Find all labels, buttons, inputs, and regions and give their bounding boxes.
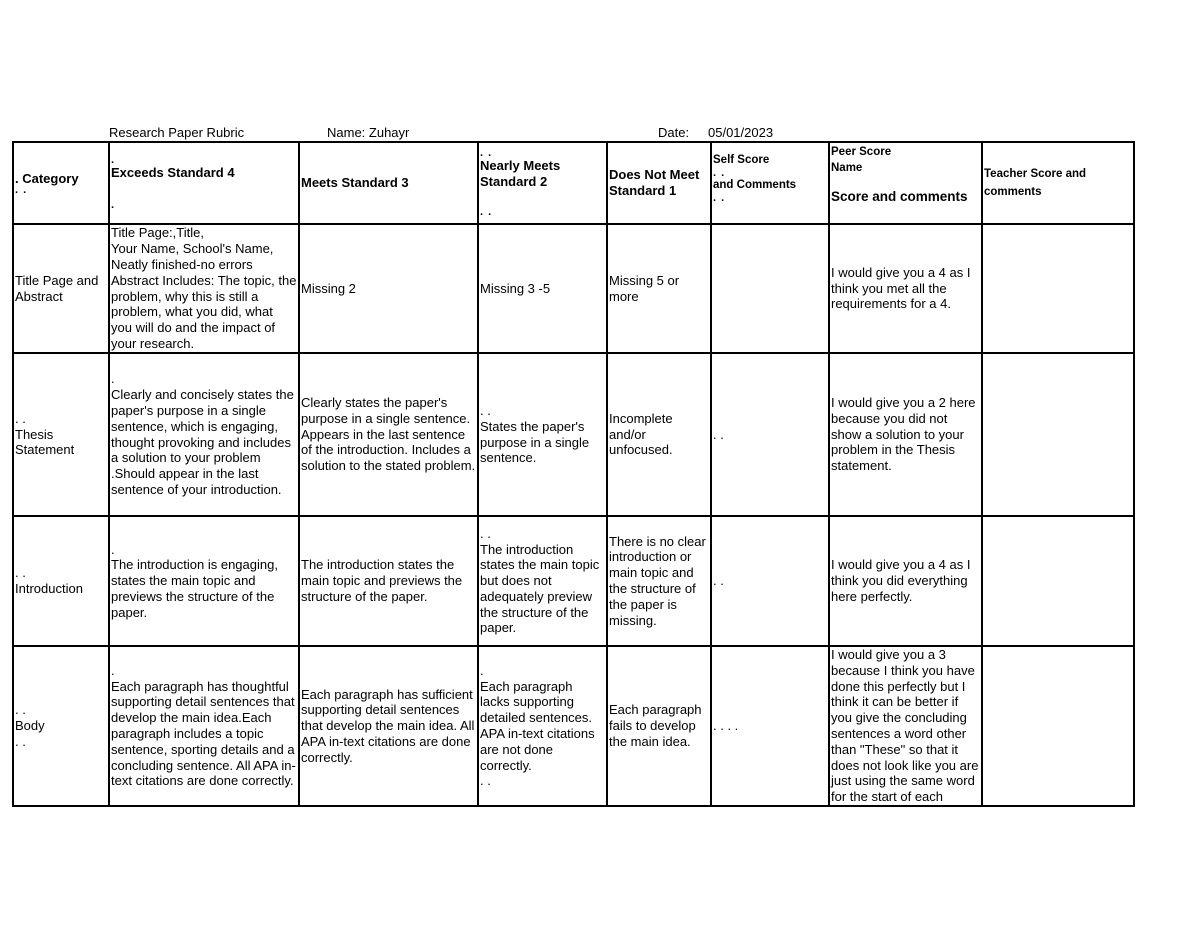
- row-nearly: . . States the paper's purpose in a single sentence.: [478, 353, 607, 516]
- row-category: . . Body . .: [13, 646, 109, 806]
- header-peer-line3: Score and comments: [831, 188, 968, 204]
- row-exceeds: . Each paragraph has thoughtful supporting detail sentences that develop the main idea.Each paragraph includes a topic sentence, sporting details and a concluding sentence. All APA in-text citations are done correctly.: [109, 646, 299, 806]
- row-meets: Each paragraph has sufficient supporting detail sentences that develop the main idea. All APA in-text citations are done correctly.: [299, 646, 478, 806]
- rubric-title: Research Paper Rubric: [109, 125, 245, 140]
- header-does-not-label: Does Not Meet Standard 1: [609, 167, 700, 198]
- header-row: [13, 142, 1134, 224]
- row-category: Title Page and Abstract: [13, 224, 109, 353]
- row-meets: Missing 2: [299, 224, 478, 353]
- header-does-not: [607, 142, 711, 224]
- student-name: Name: Zuhayr: [327, 125, 410, 140]
- table-row: [13, 224, 1134, 353]
- row-peer-score: I would give you a 4 as I think you did everything here perfectly.: [829, 516, 982, 646]
- rubric-table: [12, 141, 1135, 807]
- header-self: [711, 142, 829, 224]
- header-nearly-dots-bottom: . .: [480, 205, 493, 218]
- row-self-score: . .: [711, 516, 829, 646]
- header-nearly-dots-top: . .: [480, 147, 493, 160]
- header-self-line1: Self Score: [713, 154, 770, 166]
- header-teacher-label: Teacher Score and comments: [984, 168, 1087, 198]
- table-row: [13, 516, 1134, 646]
- row-peer-score: I would give you a 2 here because you did not show a solution to your problem in the Thesis statement.: [829, 353, 982, 516]
- table-row: [13, 646, 1134, 806]
- header-meets-label: Meets Standard 3: [301, 175, 409, 191]
- row-does-not: Incomplete and/or unfocused.: [607, 353, 711, 516]
- row-teacher-score: [982, 516, 1134, 646]
- row-peer-score: I would give you a 4 as I think you met all the requirements for a 4.: [829, 224, 982, 353]
- row-nearly: . . The introduction states the main topic but does not adequately preview the structure of the paper.: [478, 516, 607, 646]
- header-exceeds: [109, 142, 299, 224]
- row-does-not: Missing 5 or more: [607, 224, 711, 353]
- header-self-line2: and Comments: [713, 178, 797, 191]
- row-nearly: . Each paragraph lacks supporting detailed sentences. APA in-text citations are not done correctly. . .: [478, 646, 607, 806]
- header-meets: [299, 142, 478, 224]
- row-peer-score: [829, 646, 982, 806]
- header-category-dots: . .: [15, 184, 28, 197]
- row-teacher-score: [982, 353, 1134, 516]
- header-category: [13, 142, 109, 224]
- row-peer-score-text: I would give you a 3 because I think you have done this perfectly but I think it can be better if you give the concluding sentences a word other than "These" so that it does not look like you are just using the same word for the start of each: [831, 647, 979, 805]
- row-nearly: Missing 3 -5: [478, 224, 607, 353]
- row-teacher-score: [982, 224, 1134, 353]
- header-self-dots2: . .: [713, 191, 726, 204]
- row-exceeds: Title Page:,Title, Your Name, School's Name, Neatly finished-no errors Abstract Includes: The topic, the problem, why this is still a problem, what you did, what you will do and the impact of your research.: [109, 224, 299, 353]
- row-does-not: Each paragraph fails to develop the main idea.: [607, 646, 711, 806]
- header-category-label: . Category: [15, 170, 79, 186]
- header-exceeds-dot-top: .: [111, 154, 116, 167]
- row-exceeds: . Clearly and concisely states the paper's purpose in a single sentence, which is engaging, thought provoking and includes a solution to your problem .Should appear in the last sentence of your introduction.: [109, 353, 299, 516]
- row-self-score: [711, 224, 829, 353]
- row-teacher-score: [982, 646, 1134, 806]
- header-nearly: [478, 142, 607, 224]
- header-peer-line2: Name: [831, 161, 863, 174]
- date-value: 05/01/2023: [708, 125, 774, 140]
- header-teacher: [982, 142, 1134, 224]
- header-exceeds-label: Exceeds Standard 4: [111, 165, 235, 181]
- row-exceeds: . The introduction is engaging, states the main topic and previews the structure of the paper.: [109, 516, 299, 646]
- row-does-not: There is no clear introduction or main topic and the structure of the paper is missing.: [607, 516, 711, 646]
- row-category: . . Introduction: [13, 516, 109, 646]
- row-self-score: . . . .: [711, 646, 829, 806]
- row-category: . . Thesis Statement: [13, 353, 109, 516]
- header-exceeds-dot-bottom: .: [111, 198, 116, 211]
- date-label: Date:: [658, 125, 690, 140]
- table-row: [13, 353, 1134, 516]
- header-peer-line1: Peer Score: [831, 146, 892, 158]
- row-meets: The introduction states the main topic and previews the structure of the paper.: [299, 516, 478, 646]
- header-nearly-label: Nearly Meets Standard 2: [480, 158, 561, 189]
- row-self-score: . .: [711, 353, 829, 516]
- header-peer: [829, 142, 982, 224]
- header-self-dots1: . .: [713, 166, 726, 179]
- row-meets: Clearly states the paper's purpose in a single sentence. Appears in the last sentence of the introduction. Includes a solution to the stated problem.: [299, 353, 478, 516]
